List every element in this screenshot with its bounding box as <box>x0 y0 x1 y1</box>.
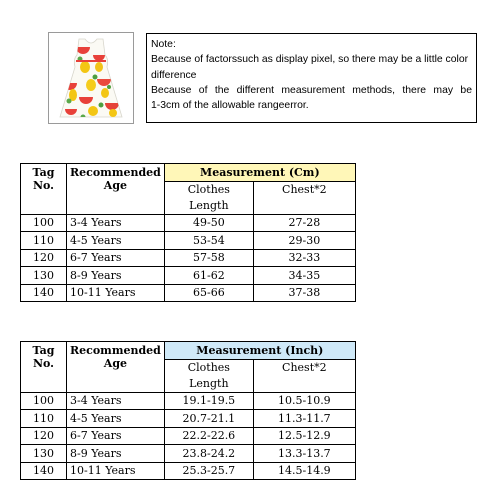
age-cell: 3-4 Years <box>67 392 165 410</box>
chest-cell: 10.5-10.9 <box>253 392 355 410</box>
length-cell: 65-66 <box>164 284 253 302</box>
length-cell: 57-58 <box>164 249 253 267</box>
age-cell: 4-5 Years <box>67 410 165 428</box>
table-row <box>21 214 356 232</box>
table-row <box>21 445 356 463</box>
length-cell: 53-54 <box>164 232 253 250</box>
age-cell: 10-11 Years <box>67 462 165 480</box>
table-row <box>21 392 356 410</box>
tag-header: Tag No. <box>21 342 67 393</box>
age-cell: 8-9 Years <box>67 267 165 285</box>
age-cell: 10-11 Years <box>67 284 165 302</box>
length-cell: 49-50 <box>164 214 253 232</box>
tag-cell: 100 <box>21 392 67 410</box>
tag-cell: 110 <box>21 232 67 250</box>
age-header: Recommended Age <box>67 342 165 393</box>
chest-cell: 32-33 <box>253 249 355 267</box>
length-cell: 61-62 <box>164 267 253 285</box>
table-row <box>21 427 356 445</box>
chest-cell: 37-38 <box>253 284 355 302</box>
product-image <box>48 32 134 124</box>
measurement-header: Measurement (Cm) <box>164 164 355 182</box>
table-row <box>21 249 356 267</box>
chest-cell: 11.3-11.7 <box>253 410 355 428</box>
clothes-length-header: Clothes Length <box>164 359 253 392</box>
chest-cell: 12.5-12.9 <box>253 427 355 445</box>
chest-cell: 29-30 <box>253 232 355 250</box>
table-row <box>21 232 356 250</box>
age-cell: 3-4 Years <box>67 214 165 232</box>
size-table-inch <box>20 341 356 480</box>
age-cell: 6-7 Years <box>67 427 165 445</box>
tag-cell: 130 <box>21 267 67 285</box>
length-cell: 20.7-21.1 <box>164 410 253 428</box>
tag-cell: 110 <box>21 410 67 428</box>
age-cell: 4-5 Years <box>67 232 165 250</box>
measurement-header: Measurement (Inch) <box>164 342 355 360</box>
size-table-cm <box>20 163 356 302</box>
note-title: Note: <box>151 39 176 50</box>
chest-cell: 13.3-13.7 <box>253 445 355 463</box>
age-header: Recommended Age <box>67 164 165 215</box>
tag-header: Tag No. <box>21 164 67 215</box>
table-row <box>21 462 356 480</box>
chest-cell: 34-35 <box>253 267 355 285</box>
tag-cell: 130 <box>21 445 67 463</box>
length-cell: 25.3-25.7 <box>164 462 253 480</box>
chest-cell: 14.5-14.9 <box>253 462 355 480</box>
note-line-3: Because of the different measurement methods, there may be <box>151 84 472 96</box>
dress-icon <box>49 33 133 123</box>
table-row <box>21 267 356 285</box>
tag-cell: 100 <box>21 214 67 232</box>
note-line-4: 1-3cm of the allowable rangeerror. <box>151 100 309 112</box>
table-row <box>21 410 356 428</box>
tag-cell: 140 <box>21 284 67 302</box>
chest-cell: 27-28 <box>253 214 355 232</box>
length-cell: 19.1-19.5 <box>164 392 253 410</box>
age-cell: 6-7 Years <box>67 249 165 267</box>
length-cell: 23.8-24.2 <box>164 445 253 463</box>
chest-header: Chest*2 <box>253 181 355 214</box>
note-line-2: difference <box>151 69 197 81</box>
tag-cell: 120 <box>21 427 67 445</box>
tag-cell: 140 <box>21 462 67 480</box>
table-row <box>21 284 356 302</box>
note-box <box>146 33 477 123</box>
chest-header: Chest*2 <box>253 359 355 392</box>
age-cell: 8-9 Years <box>67 445 165 463</box>
note-line-1: Because of factorssuch as display pixel, so there may be a little color <box>151 54 469 66</box>
tag-cell: 120 <box>21 249 67 267</box>
length-cell: 22.2-22.6 <box>164 427 253 445</box>
clothes-length-header: Clothes Length <box>164 181 253 214</box>
